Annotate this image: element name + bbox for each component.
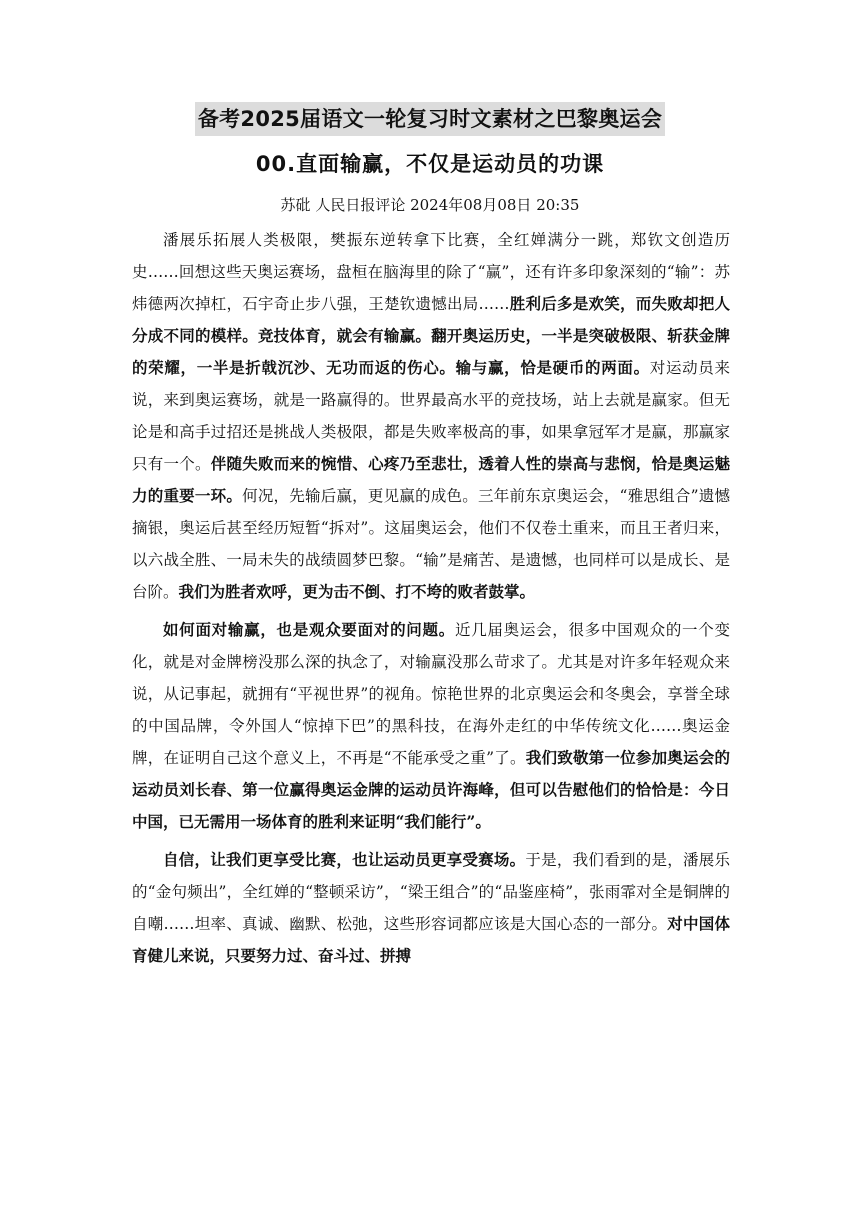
paragraph [132, 844, 730, 972]
paragraph [132, 224, 730, 608]
byline: 苏砒 人民日报评论 2024年08月08日 20:35 [280, 196, 580, 214]
article-title: 00.直面输赢，不仅是运动员的功课 [255, 152, 605, 176]
document-title: 备考2025届语文一轮复习时文素材之巴黎奥运会 [195, 102, 665, 136]
emphasis-sentence: 我们致敬第一位参加奥运会的运动员刘长春、第一位赢得奥运金牌的运动员许海峰，但可以告慰他们的恰恰是：今日中国，已无需用一场体育的胜利来证明“我们能行”。 [132, 748, 730, 831]
emphasis-sentence: 如何面对输赢，也是观众要面对的问题。 [163, 620, 455, 639]
sentence: 近几届奥运会，很多中国观众的一个变化，就是对金牌榜没那么深的执念了，对输赢没那么苛求了。尤其是对许多年轻观众来说，从记事起，就拥有“平视世界”的视角。惊艳世界的北京奥运会和冬奥会，享誉全球的中国品牌，令外国人“惊掉下巴”的黑科技，在海外走红的中华传统文化……奥运金牌，在证明自己这个意义上，不再是“不能承受之重”了。 [132, 621, 730, 767]
title-block [0, 102, 860, 136]
emphasis-sentence: 伴随失败而来的惋惜、心疼乃至悲壮，透着人性的崇高与悲悯，恰是奥运魅力的重要一环。 [132, 454, 730, 505]
emphasis-sentence: 胜利后多是欢笑，而失败却把人分成不同的模样。竞技体育，就会有输赢。翻开奥运历史，一半是突破极限、斩获金牌的荣耀，一半是折戟沉沙、无功而返的伤心。输与赢，恰是硬币的两面。 [132, 294, 730, 377]
emphasis-sentence: 对中国体育健儿来说，只要努力过、奋斗过、拼搏 [132, 914, 730, 965]
article-body [132, 224, 730, 978]
sentence: 何况，先输后赢，更见赢的成色。三年前东京奥运会，“雅思组合”遗憾摘银，奥运后甚至经历短暂“拆对”。这届奥运会，他们不仅卷土重来，而且王者归来，以六战全胜、一局未失的战绩圆梦巴黎。“输”是痛苦、是遗憾，也同样可以是成长、是台阶。 [132, 487, 730, 601]
paragraph [132, 614, 730, 838]
sentence: 潘展乐拓展人类极限，樊振东逆转拿下比赛，全红婵满分一跳，郑钦文创造历史……回想这些天奥运赛场，盘桓在脑海里的除了“赢”，还有许多印象深刻的“输”：苏炜德两次掉杠，石宇奇止步八强，王楚钦遗憾出局…… [132, 231, 730, 313]
sentence: 于是，我们看到的是，潘展乐的“金句频出”，全红婵的“整顿采访”，“梁王组合”的“品鉴座椅”，张雨霏对全是铜牌的自嘲……坦率、真诚、幽默、松弛，这些形容词都应该是大国心态的一部分。 [132, 851, 730, 933]
emphasis-sentence: 我们为胜者欢呼，更为击不倒、打不垮的败者鼓掌。 [178, 582, 536, 601]
sentence: 对运动员来说，来到奥运赛场，就是一路赢得的。世界最高水平的竞技场，站上去就是赢家。但无论是和高手过招还是挑战人类极限，都是失败率极高的事，如果拿冠军才是赢，那赢家只有一个。 [132, 359, 730, 473]
emphasis-sentence: 自信，让我们更享受比赛，也让运动员更享受赛场。 [163, 850, 526, 869]
